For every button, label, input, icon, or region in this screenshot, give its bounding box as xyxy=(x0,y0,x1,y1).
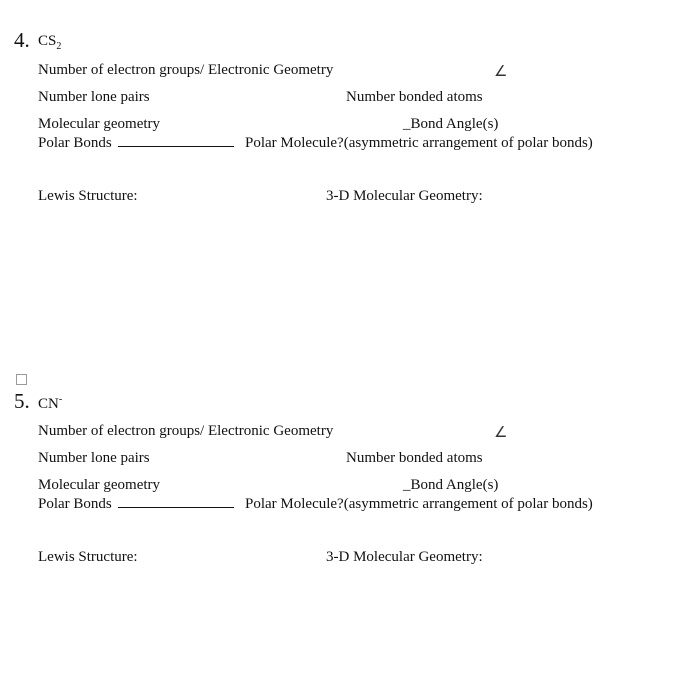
lone-pairs-label: Number lone pairs xyxy=(38,450,150,466)
problem-number: 4. xyxy=(14,28,30,52)
bonded-atoms-label: Number bonded atoms xyxy=(346,89,483,105)
chemical-formula: $CS_2$ xyxy=(38,33,62,52)
molecular-geometry-label: Molecular geometry xyxy=(38,477,161,493)
molecular-geometry-label: Molecular geometry xyxy=(38,116,161,132)
3d-geometry-label: 3-D Molecular Geometry: xyxy=(326,188,483,204)
polar-bonds-label: Polar Bonds xyxy=(38,496,112,512)
lone-pairs-label: Number lone pairs xyxy=(38,89,150,105)
polar-bonds-label: Polar Bonds xyxy=(38,135,112,151)
chemical-formula: CN- xyxy=(38,394,63,412)
checkbox[interactable] xyxy=(16,374,27,385)
bond-angle-label: _Bond Angle(s) xyxy=(403,477,499,493)
angle-mark-icon: ∠ xyxy=(494,423,508,441)
polar-molecule-label: Polar Molecule?(asymmetric arrangement of polar bonds) xyxy=(245,135,593,151)
lewis-structure-label: Lewis Structure: xyxy=(38,549,138,565)
lewis-structure-label: Lewis Structure: xyxy=(38,188,138,204)
polar-bonds-blank[interactable] xyxy=(118,136,234,147)
3d-geometry-label: 3-D Molecular Geometry: xyxy=(326,549,483,565)
problem-number: 5. xyxy=(14,389,30,413)
polar-bonds-blank[interactable] xyxy=(118,497,234,508)
angle-mark-icon: ∠ xyxy=(494,62,508,80)
electron-groups-label: Number of electron groups/ Electronic Geometry xyxy=(38,423,334,439)
electron-groups-label: Number of electron groups/ Electronic Geometry xyxy=(38,62,334,78)
bonded-atoms-label: Number bonded atoms xyxy=(346,450,483,466)
polar-bonds-row xyxy=(38,135,240,152)
polar-bonds-row xyxy=(38,496,240,513)
polar-molecule-label: Polar Molecule?(asymmetric arrangement of polar bonds) xyxy=(245,496,593,512)
bond-angle-label: _Bond Angle(s) xyxy=(403,116,499,132)
